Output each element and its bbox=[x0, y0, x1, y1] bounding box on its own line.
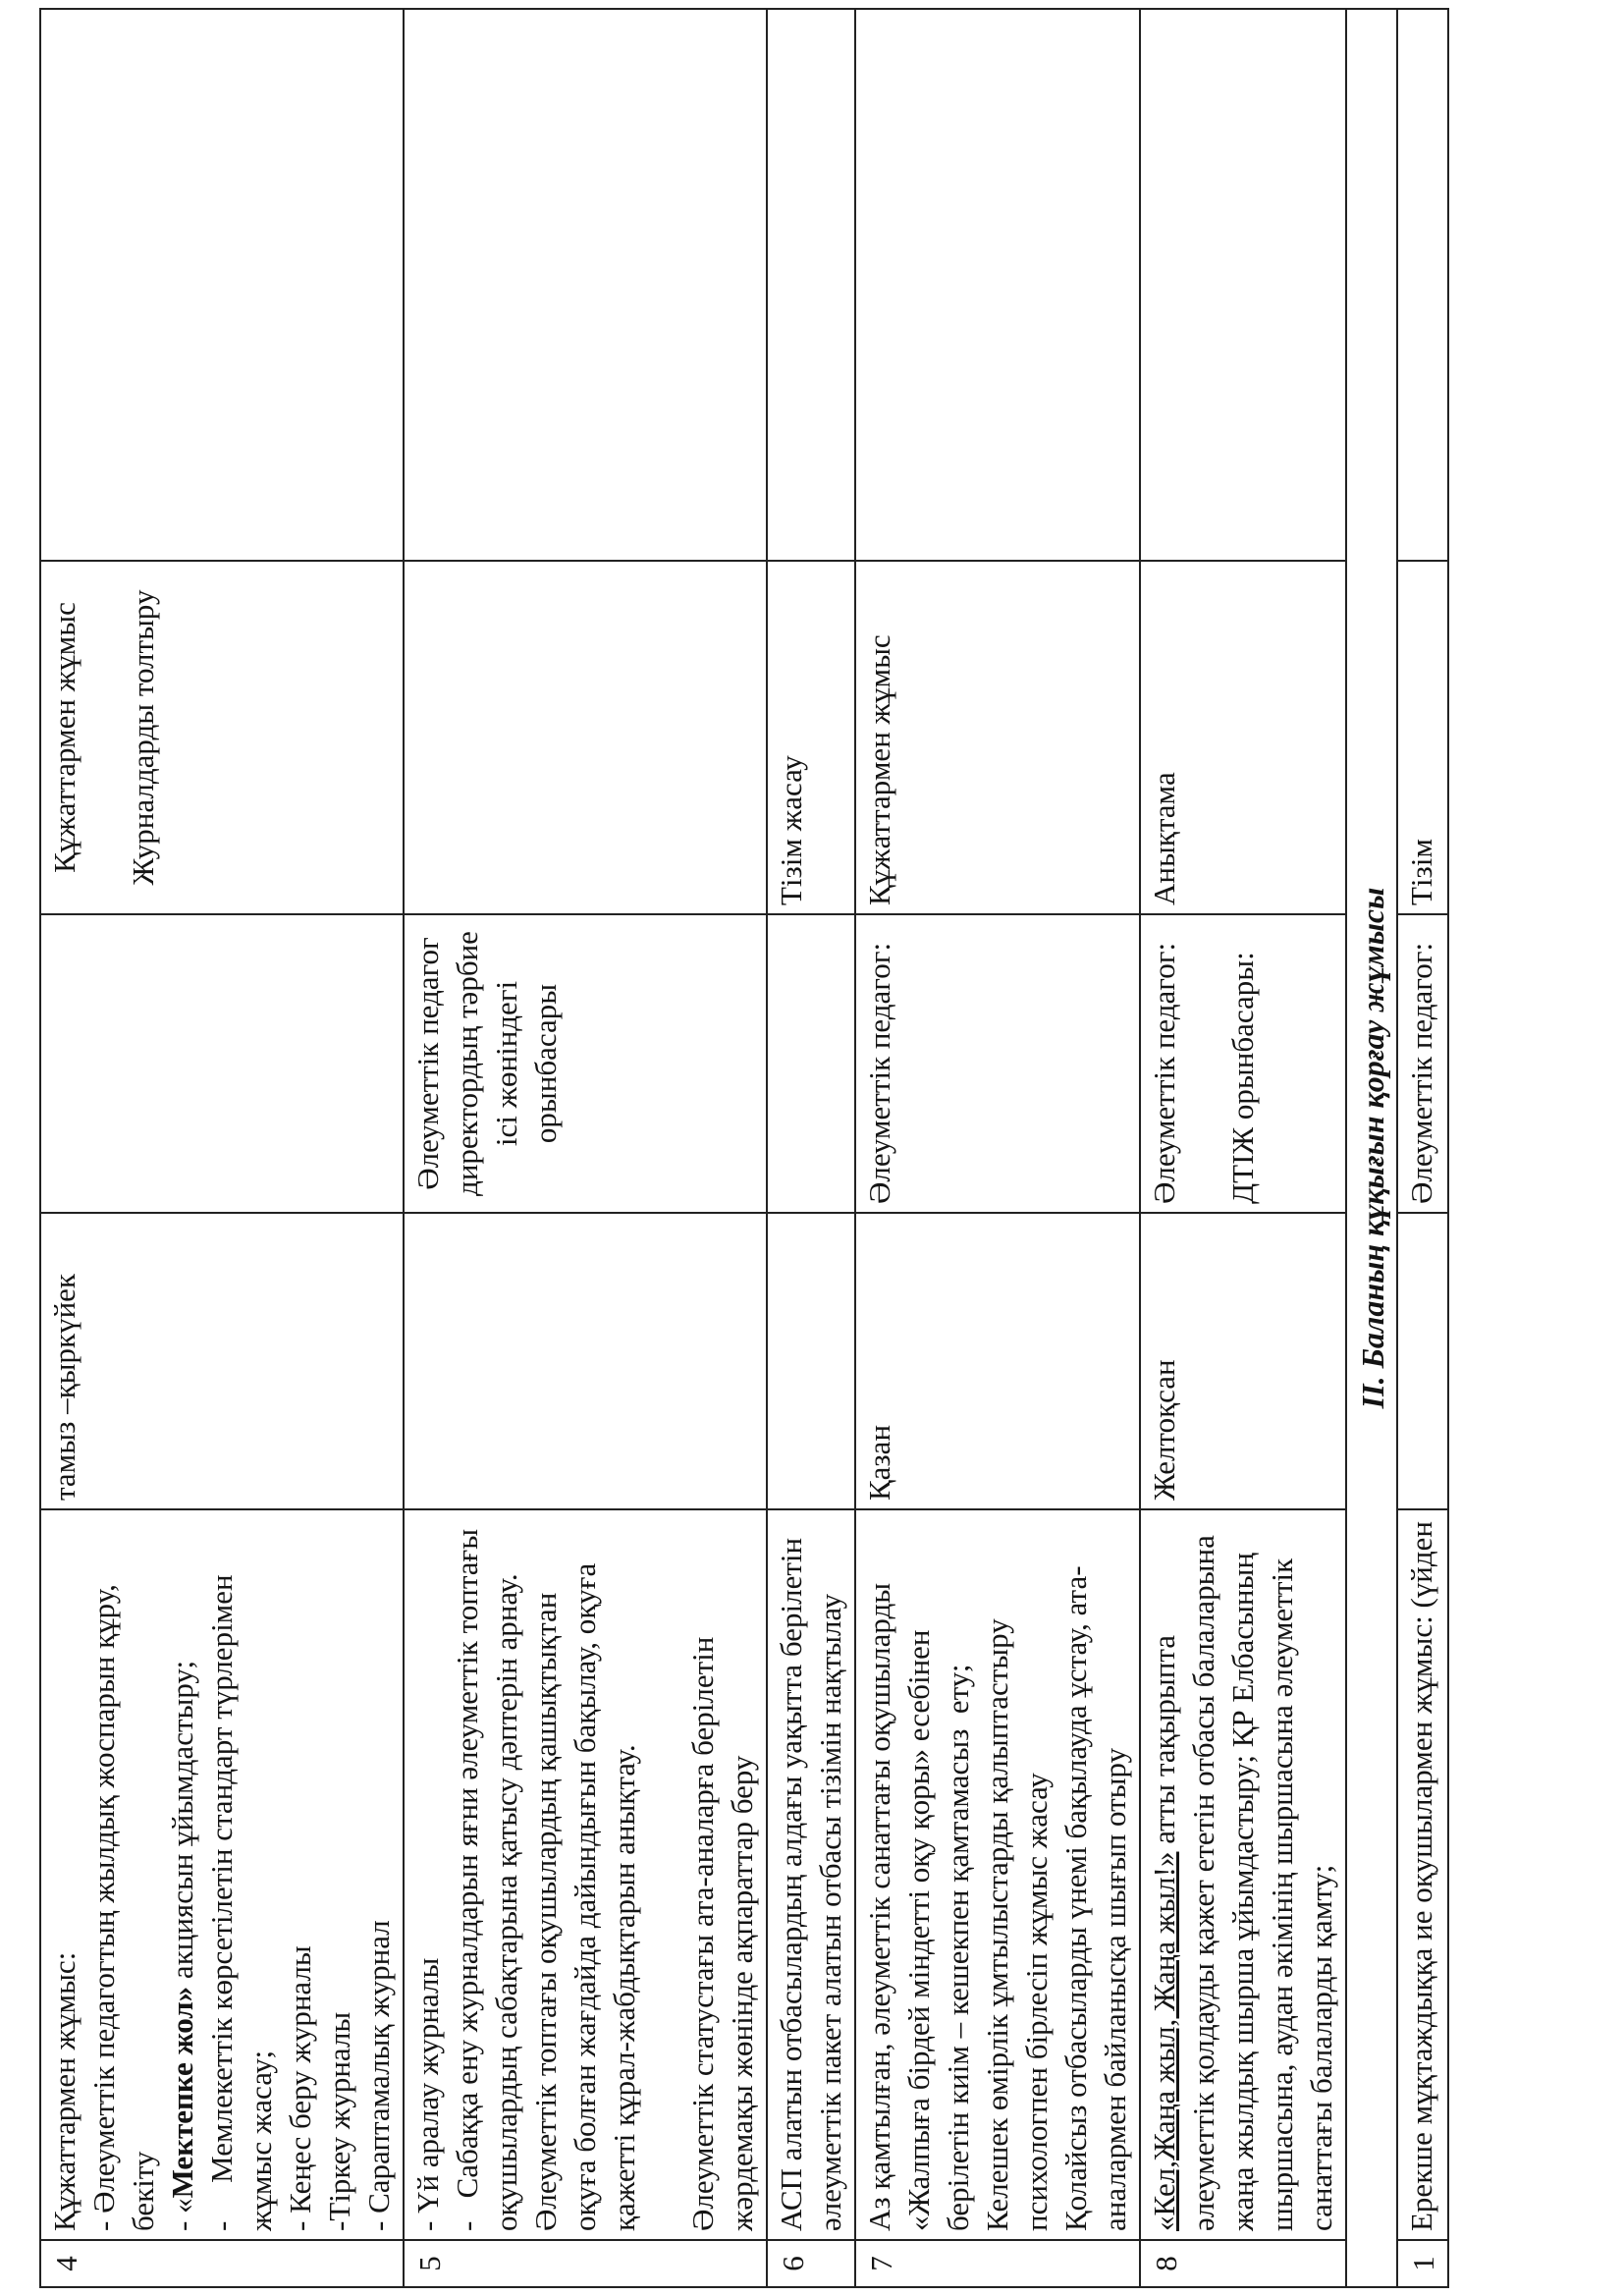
row-responsible bbox=[1140, 914, 1346, 1213]
content-line bbox=[978, 1518, 1056, 2231]
row-time bbox=[1397, 1213, 1448, 1509]
row-number: 1 bbox=[1397, 2240, 1448, 2287]
content-line bbox=[1145, 1518, 1341, 2231]
row-form bbox=[40, 561, 404, 914]
row-form: Тізім bbox=[1397, 561, 1448, 914]
row-content bbox=[404, 1509, 767, 2240]
row-number: 8 bbox=[1140, 2240, 1346, 2287]
underlined-text: «Кел,Жаңа жыл, Жаңа жыл!» bbox=[1147, 1851, 1181, 2231]
table-row bbox=[855, 9, 1140, 2287]
form-line: Тізім жасау bbox=[774, 755, 808, 905]
content-line bbox=[163, 1518, 202, 2231]
row-responsible: Әлеуметтік педагог директордың тәрбие ісі жөніндегі орынбасары bbox=[404, 914, 767, 1213]
row-number: 7 bbox=[855, 2240, 1140, 2287]
row-number: 5 bbox=[404, 2240, 767, 2287]
text-fragment: - Кеңес беру журналы bbox=[283, 1945, 317, 2231]
content-line bbox=[526, 1518, 644, 2231]
content-line bbox=[359, 1518, 399, 2231]
row-time bbox=[404, 1213, 767, 1509]
row-form bbox=[855, 561, 1140, 914]
bold-text: Мектепке жол» bbox=[165, 1986, 199, 2199]
row-form bbox=[1140, 561, 1346, 914]
text-fragment: - Сабаққа ену журналдарын яғни әлеуметтік топтағы оқушылардың сабақтарына қатысу дәптерін арнау. bbox=[450, 1521, 523, 2231]
content-line bbox=[84, 1518, 163, 2231]
table-row bbox=[1140, 9, 1346, 2287]
responsible-line: ДТІЖ орынбасары: bbox=[1225, 952, 1260, 1204]
row-time: Желтоқсан bbox=[1140, 1213, 1346, 1509]
text-fragment: Қолайсыз отбасыларды үнемі бақылауда ұстау, ата-аналармен байланысқа шығып отыру bbox=[1058, 1565, 1132, 2231]
form-line bbox=[84, 570, 124, 905]
section-title-row bbox=[1346, 9, 1397, 2287]
row-time: тамыз –қыркүйек bbox=[40, 1213, 404, 1509]
text-fragment: Әлеуметтік статустағы ата-аналарға берілетін жәрдемақы жөнінде ақпараттар беру bbox=[685, 1628, 759, 2231]
table-body bbox=[40, 9, 1346, 2287]
responsible-line bbox=[1184, 923, 1223, 1204]
row-content bbox=[855, 1509, 1140, 2240]
row-empty-cell bbox=[1140, 9, 1346, 561]
text-fragment: Құжаттармен жұмыс: bbox=[47, 1951, 81, 2231]
row-empty-cell bbox=[40, 9, 404, 561]
content-line bbox=[644, 1518, 683, 2231]
text-fragment: атты тақырыпта әлеуметтік қолдауды қажет ететін отбасы балаларына жаңа жылдық шырша ұйымдастыру; ҚР Елбасының шыршасына, аудан әкімінің шыршасына әлеуметтік санаттағы балаларды қамту; bbox=[1147, 1527, 1338, 2231]
row-content bbox=[767, 1509, 855, 2240]
content-line bbox=[408, 1518, 448, 2231]
content-line bbox=[281, 1518, 320, 2231]
text-fragment: - « bbox=[165, 2198, 199, 2231]
text-fragment: Аз қамтылған, әлеуметтік санаттағы оқушыларды «Жалпыға бірдей міндетті оқу қоры» есебінен берілетін киім – кешекпен қамтамасыз ету; bbox=[862, 1575, 975, 2231]
text-fragment: -Тіркеу журналы bbox=[322, 2011, 356, 2231]
row-content bbox=[1140, 1509, 1346, 2240]
row-responsible: Әлеуметтік педагог: bbox=[855, 914, 1140, 1213]
responsible-line: Әлеуметтік педагог: bbox=[1147, 942, 1181, 1204]
row-number: 6 bbox=[767, 2240, 855, 2287]
form-line: Құжаттармен жұмыс bbox=[47, 602, 81, 873]
row-number: 4 bbox=[40, 2240, 404, 2287]
content-line bbox=[45, 1518, 84, 2231]
form-line: Анықтама bbox=[1147, 772, 1181, 905]
content-line bbox=[202, 1518, 281, 2231]
section-title: ІІ. Баланың құқығын қорғау жұмысы bbox=[1346, 9, 1397, 2287]
row-empty-cell bbox=[404, 9, 767, 561]
row-responsible bbox=[767, 914, 855, 1213]
text-fragment: АСП алатын отбасылардың алдағы уақытта берілетін әлеуметтік пакет алатын отбасы тізімін нақтылау bbox=[774, 1530, 847, 2231]
table-row bbox=[1397, 9, 1448, 2287]
work-plan-table bbox=[39, 8, 1449, 2288]
rotated-document-page bbox=[39, 10, 1591, 2288]
row-content: Ерекше мұқтаждыққа ие оқушылармен жұмыс: (үйден bbox=[1397, 1509, 1448, 2240]
text-fragment: - Әлеуметтік педагогтың жылдық жоспарын құру, бекіту bbox=[86, 1576, 160, 2231]
table-row bbox=[40, 9, 404, 2287]
text-fragment: - Сараптамалық журнал bbox=[361, 1920, 396, 2231]
text-fragment: акциясын ұйымдастыру; bbox=[165, 1660, 199, 1987]
row-empty-cell bbox=[767, 9, 855, 561]
content-line bbox=[1056, 1518, 1135, 2231]
row-form bbox=[767, 561, 855, 914]
text-fragment: Әлеуметтік топтағы оқушылардың қашықтықтан оқуға болған жағдайда дайындығын бақылау, оқуға қажетті құрал-жабдықтарын анықтау. bbox=[528, 1555, 641, 2231]
form-line: Журналдарды толтыру bbox=[126, 589, 160, 886]
content-line bbox=[860, 1518, 978, 2231]
text-fragment: - Үй аралау журналы bbox=[410, 1957, 445, 2231]
text-fragment: Келешек өмірлік ұмтылыстарды қалыптастыру психологпен бірлесіп жұмыс жасау bbox=[980, 1611, 1054, 2231]
row-time: Қазан bbox=[855, 1213, 1140, 1509]
row-time bbox=[767, 1213, 855, 1509]
row-responsible: Әлеуметтік педагог: bbox=[1397, 914, 1448, 1213]
form-line: Құжаттармен жұмыс bbox=[862, 634, 896, 905]
text-fragment: - Мемлекеттік көрсетілетін стандарт түрлерімен жұмыс жасау; bbox=[204, 1566, 278, 2231]
table-row bbox=[767, 9, 855, 2287]
row-content bbox=[40, 1509, 404, 2240]
row-responsible bbox=[40, 914, 404, 1213]
row-empty-cell bbox=[855, 9, 1140, 561]
row-form bbox=[404, 561, 767, 914]
content-line bbox=[772, 1518, 850, 2231]
content-line bbox=[320, 1518, 359, 2231]
content-line bbox=[683, 1518, 762, 2231]
content-line bbox=[448, 1518, 526, 2231]
row-empty-cell bbox=[1397, 9, 1448, 561]
table-row bbox=[404, 9, 767, 2287]
